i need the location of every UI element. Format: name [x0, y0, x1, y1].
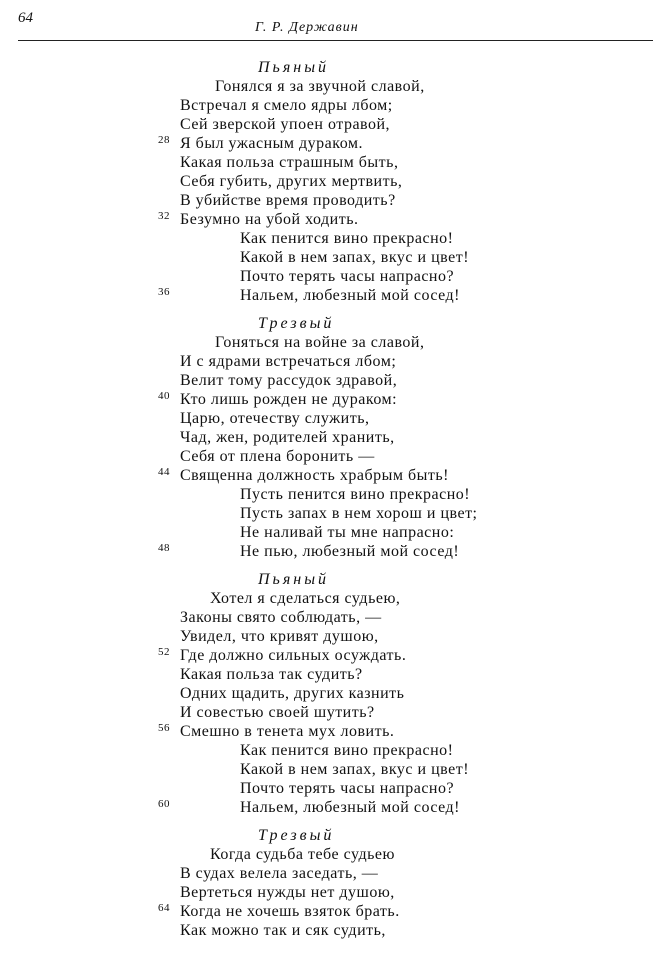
verse-line [0, 352, 668, 371]
verse-text: Смешно в тенета мух ловить. [180, 723, 395, 740]
verse-line [0, 864, 668, 883]
verse-line [0, 741, 668, 760]
running-head: Г. Р. Державин [255, 20, 359, 35]
verse-text: Как можно так и сяк судить, [180, 922, 386, 939]
line-number: 48 [158, 542, 170, 554]
verse-line [0, 134, 668, 153]
verse-line [0, 371, 668, 390]
verse-line [0, 589, 668, 608]
verse-text: Когда не хочешь взяток брать. [180, 903, 400, 920]
verse-text: Хотел я сделаться судьею, [210, 590, 401, 607]
line-number: 60 [158, 798, 170, 810]
stanza [0, 570, 668, 817]
header-rule [18, 40, 653, 41]
verse-text: Велит тому рассудок здравой, [180, 372, 398, 389]
verse-text: В судах велела заседать, — [180, 865, 379, 882]
verse-line [0, 902, 668, 921]
line-number: 64 [158, 902, 170, 914]
verse-line [0, 504, 668, 523]
verse-line [0, 191, 668, 210]
verse-line [0, 646, 668, 665]
verse-text: Как пенится вино прекрасно! [240, 742, 454, 759]
line-number: 44 [158, 466, 170, 478]
line-number: 36 [158, 286, 170, 298]
verse-line [0, 409, 668, 428]
verse-line [0, 608, 668, 627]
verse-line [0, 523, 668, 542]
verse-line [0, 77, 668, 96]
verse-text: Нальем, любезный мой сосед! [240, 799, 461, 816]
line-number: 32 [158, 210, 170, 222]
verse-line [0, 798, 668, 817]
speaker-label: Пьяный [258, 59, 330, 76]
verse-line [0, 248, 668, 267]
verse-text: Священна должность храбрым быть! [180, 467, 449, 484]
verse-text: Я был ужасным дураком. [180, 135, 364, 152]
verse-line [0, 210, 668, 229]
stanza [0, 58, 668, 305]
verse-text: Какая польза так судить? [180, 666, 363, 683]
verse-text: Не наливай ты мне напрасно: [240, 524, 455, 541]
verse-text: Безумно на убой ходить. [180, 211, 359, 228]
verse-text: Гоняться на войне за славой, [215, 334, 425, 351]
verse-line [0, 428, 668, 447]
verse-text: В убийстве время проводить? [180, 192, 396, 209]
verse-text: Где должно сильных осуждать. [180, 647, 407, 664]
verse-text: Нальем, любезный мой сосед! [240, 287, 461, 304]
speaker-label: Трезвый [258, 827, 335, 844]
verse-line [0, 627, 668, 646]
verse-text: Законы свято соблюдать, — [180, 609, 382, 626]
line-number: 56 [158, 722, 170, 734]
verse-line [0, 466, 668, 485]
verse-line [0, 883, 668, 902]
verse-line [0, 172, 668, 191]
line-number: 52 [158, 646, 170, 658]
verse-text: Чад, жен, родителей хранить, [180, 429, 395, 446]
verse-line [0, 286, 668, 305]
verse-text: Вертеться нужды нет душою, [180, 884, 395, 901]
verse-line [0, 542, 668, 561]
verse-text: Как пенится вино прекрасно! [240, 230, 454, 247]
verse-line [0, 703, 668, 722]
stanza [0, 826, 668, 940]
verse-line [0, 390, 668, 409]
verse-line [0, 447, 668, 466]
verse-text: Встречал я смело ядры лбом; [180, 97, 393, 114]
verse-text: И совестью своей шутить? [180, 704, 375, 721]
verse-text: Себя губить, других мертвить, [180, 173, 403, 190]
verse-line [0, 921, 668, 940]
verse-line [0, 229, 668, 248]
speaker-label: Трезвый [258, 315, 335, 332]
verse-line [0, 485, 668, 504]
verse-text: Какой в нем запах, вкус и цвет! [240, 761, 470, 778]
line-number: 28 [158, 134, 170, 146]
verse-line [0, 845, 668, 864]
verse-text: Себя от плена боронить — [180, 448, 375, 465]
verse-text: Сей зверской упоен отравой, [180, 116, 391, 133]
verse-line [0, 684, 668, 703]
speaker-label: Пьяный [258, 571, 330, 588]
verse-text: Почто терять часы напрасно? [240, 780, 455, 797]
verse-text: Гонялся я за звучной славой, [215, 78, 425, 95]
verse-text: Когда судьба тебе судьею [210, 846, 395, 863]
verse-line [0, 96, 668, 115]
verse-text: Почто терять часы напрасно? [240, 268, 455, 285]
verse-text: Одних щадить, других казнить [180, 685, 405, 702]
verse-line [0, 722, 668, 741]
verse-text: Увидел, что кривят душою, [180, 628, 379, 645]
verse-text: Какой в нем запах, вкус и цвет! [240, 249, 470, 266]
verse-text: Кто лишь рожден не дураком: [180, 391, 398, 408]
stanza [0, 314, 668, 561]
verse-line [0, 267, 668, 286]
verse-line [0, 760, 668, 779]
page-number: 64 [18, 10, 33, 26]
verse-text: Царю, отечеству служить, [180, 410, 370, 427]
verse-text: Пусть пенится вино прекрасно! [240, 486, 471, 503]
poem-body [0, 58, 668, 949]
verse-line [0, 115, 668, 134]
verse-text: Пусть запах в нем хорош и цвет; [240, 505, 478, 522]
verse-text: Какая польза страшным быть, [180, 154, 399, 171]
verse-line [0, 153, 668, 172]
verse-text: И с ядрами встречаться лбом; [180, 353, 397, 370]
line-number: 40 [158, 390, 170, 402]
verse-text: Не пью, любезный мой сосед! [240, 543, 460, 560]
verse-line [0, 779, 668, 798]
verse-line [0, 665, 668, 684]
verse-line [0, 333, 668, 352]
